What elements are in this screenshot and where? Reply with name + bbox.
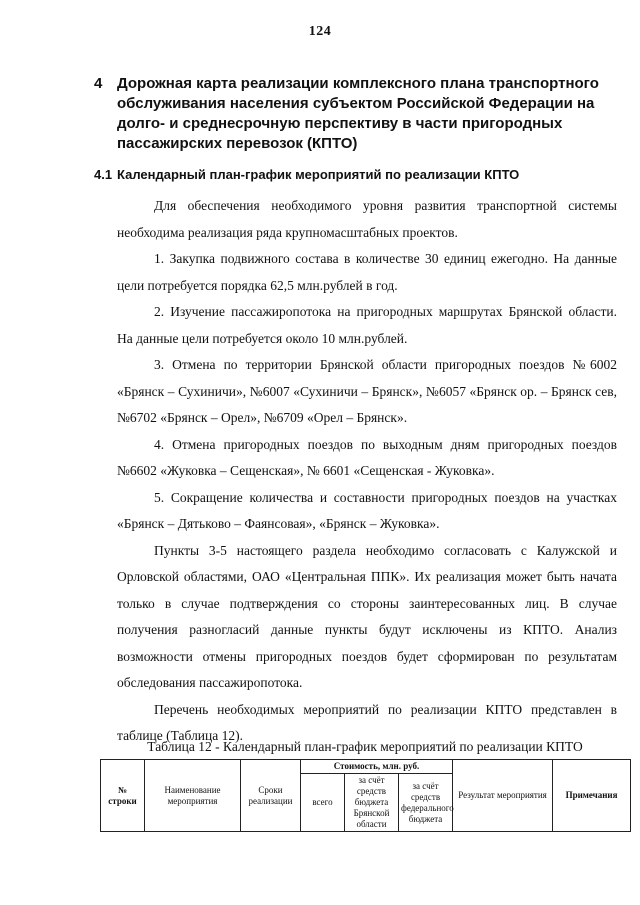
header-cost-regional: за счёт средств бюджета Брянской области	[345, 774, 399, 832]
header-cost-federal: за счёт средств федерального бюджета	[399, 774, 453, 832]
header-cost-group: Стоимость, млн. руб.	[301, 760, 453, 774]
body-text	[117, 193, 617, 750]
header-terms: Сроки реализации	[241, 760, 301, 832]
paragraph-item-2: 2. Изучение пассажиропотока на пригородных маршрутах Брянской области. На данные цели потребуется около 10 млн.рублей.	[117, 304, 617, 346]
paragraph-intro: Для обеспечения необходимого уровня развития транспортной системы необходима реализация ряда крупномасштабных проектов.	[117, 198, 617, 240]
paragraph-item-4: 4. Отмена пригородных поездов по выходным дням пригородных поездов №6602 «Жуковка – Сещенская», № 6601 «Сещенская - Жуковка».	[117, 436, 617, 478]
subsection-heading	[94, 166, 617, 184]
section-title: Дорожная карта реализации комплексного плана транспортного обслуживания населения субъектом Российской Федерации на долго- и среднесрочную перспективу в части пригородных пассажирских перевозок (КПТО)	[117, 75, 599, 152]
subsection-number: 4.1	[94, 167, 113, 182]
paragraph-table-reference: Перечень необходимых мероприятий по реализации КПТО представлен в таблице (Таблица 12).	[117, 701, 617, 743]
header-result: Результат мероприятия	[453, 760, 553, 832]
paragraph-agreement: Пункты 3-5 настоящего раздела необходимо согласовать с Калужской и Орловской областями, ОАО «Центральная ППК». Их реализация может быть начата только в случае подтверждения со стороны заинтересованных лиц. В случае получения разногласий данные пункты будут исключены из КПТО. Анализ возможности отмены пригородных поездов будет сформирован по результатам обследования пассажиропотока.	[117, 542, 617, 690]
table-caption: Таблица 12 - Календарный план-график мероприятий по реализации КПТО	[147, 739, 583, 754]
page-number: 124	[308, 24, 332, 39]
subsection-title: Календарный план-график мероприятий по реализации КПТО	[117, 167, 520, 182]
header-notes: Примечания	[553, 760, 631, 832]
section-heading	[94, 74, 617, 154]
header-row-number: № строки	[101, 760, 145, 832]
measures-table	[100, 759, 631, 832]
header-cost-total: всего	[301, 774, 345, 832]
paragraph-item-5: 5. Сокращение количества и составности пригородных поездов на участках «Брянск – Дятьково – Фаянсовая», «Брянск – Жуковка».	[117, 489, 617, 531]
paragraph-item-3: 3. Отмена по территории Брянской области пригородных поездов №6002 «Брянск – Сухиничи», №6007 «Сухиничи – Брянск», №6057 «Брянск ор. – Брянск сев, №6702 «Брянск – Орел», №6709 «Орел – Брянск».	[117, 357, 617, 425]
section-number: 4	[94, 75, 103, 92]
header-measure-name: Наименование мероприятия	[145, 760, 241, 832]
paragraph-item-1: 1. Закупка подвижного состава в количестве 30 единиц ежегодно. На данные цели потребуется порядка 62,5 млн.рублей в год.	[117, 251, 617, 293]
